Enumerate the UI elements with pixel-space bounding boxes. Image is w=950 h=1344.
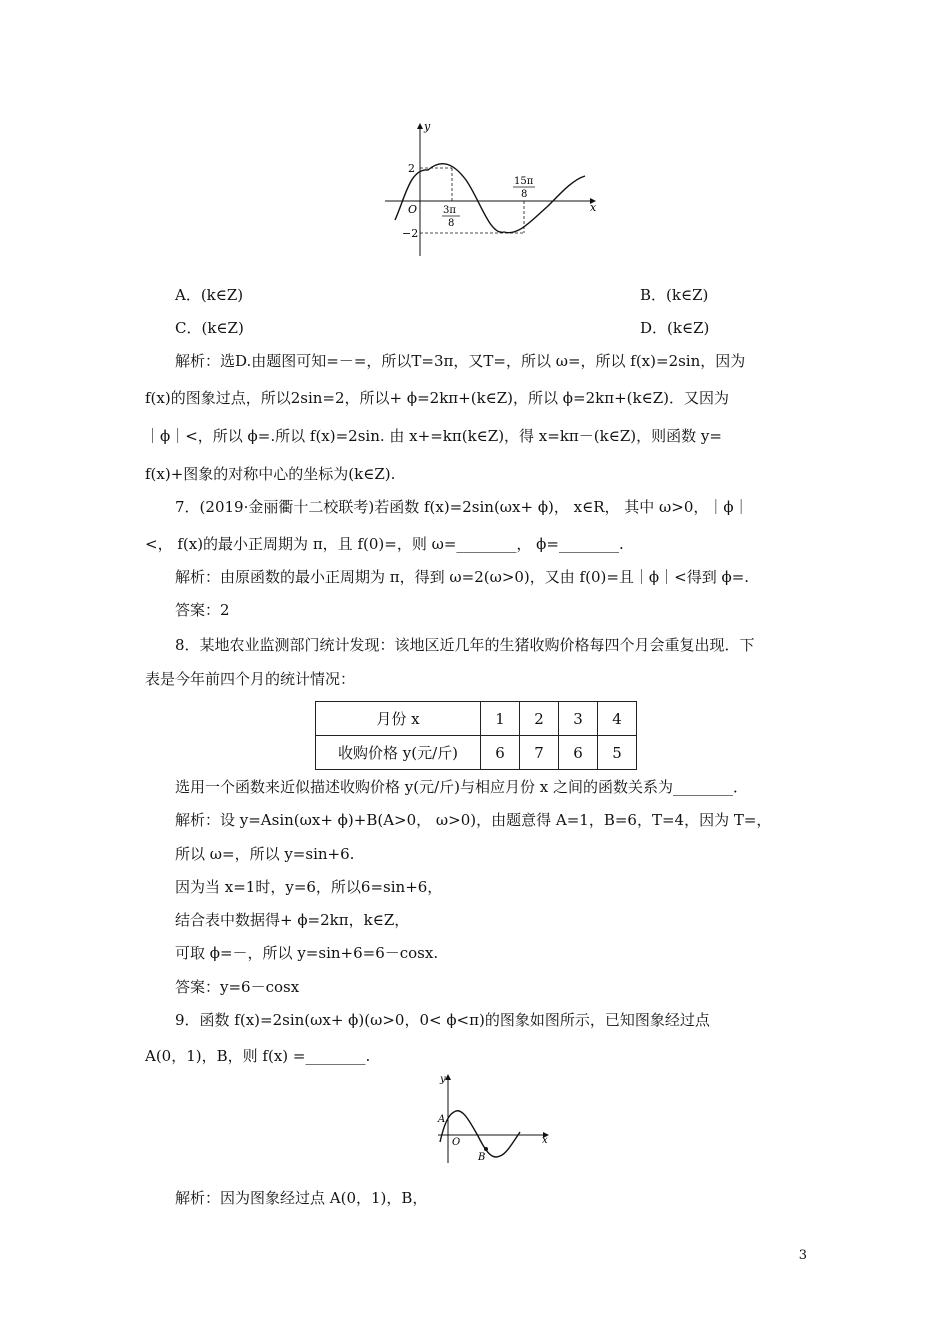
point-b-marker bbox=[484, 1147, 488, 1151]
table-cell: 5 bbox=[598, 736, 637, 770]
table-header-cell: 月份 x bbox=[316, 702, 481, 736]
y-max-label: 2 bbox=[408, 162, 415, 175]
point-b-label: B bbox=[478, 1152, 486, 1163]
table-cell: 3 bbox=[559, 702, 598, 736]
option-d: D．(k∈Z) bbox=[640, 319, 710, 337]
q9-solution: 解析：因为图象经过点 A(0，1)，B， bbox=[175, 1189, 428, 1207]
x2-denominator: 8 bbox=[521, 189, 528, 200]
q9-line: A(0，1)，B，则 f(x) =________. bbox=[145, 1047, 371, 1065]
q7-answer: 答案：2 bbox=[175, 601, 230, 619]
q6-solution-line: 解析：选D.由题图可知=－=，所以T=3π，又T=，所以 ω=，所以 f(x)=2sin，因为 bbox=[175, 352, 746, 370]
table-cell: 6 bbox=[559, 736, 598, 770]
table-row bbox=[316, 736, 637, 770]
point-a-label: A bbox=[438, 1114, 446, 1125]
sine-curve bbox=[440, 1111, 520, 1157]
q8-solution-line: 所以 ω=，所以 y=sin+6. bbox=[175, 845, 355, 863]
sine-graph-figure-2 bbox=[430, 1070, 555, 1165]
q8-solution-line: 解析：设 y=Asin(ωx+ ϕ)+B(A>0， ω>0)，由题意得 A=1，B=6，T=4，因为 T=， bbox=[175, 811, 772, 829]
origin-label: O bbox=[408, 203, 418, 216]
q7-line: <， f(x)的最小正周期为 π，且 f(0)=，则 ω=________， ϕ=________. bbox=[145, 535, 624, 553]
table-cell: 7 bbox=[520, 736, 559, 770]
table-cell: 4 bbox=[598, 702, 637, 736]
x2-numerator: 15π bbox=[514, 176, 534, 187]
q9-line: 9．函数 f(x)=2sin(ωx+ ϕ)(ω>0，0< ϕ<π)的图象如图所示，已知图象经过点 bbox=[175, 1011, 710, 1029]
table-cell: 6 bbox=[481, 736, 520, 770]
y-axis-label: y bbox=[440, 1074, 446, 1085]
origin-label: O bbox=[452, 1137, 461, 1148]
q8-answer: 答案：y=6－cosx bbox=[175, 978, 300, 996]
x-axis-label: x bbox=[542, 1135, 548, 1146]
sine-curve bbox=[395, 164, 585, 233]
y-axis-label: y bbox=[424, 120, 431, 133]
price-table bbox=[315, 701, 637, 770]
table-header-cell: 收购价格 y(元/斤) bbox=[316, 736, 481, 770]
q8-line: 8．某地农业监测部门统计发现：该地区近几年的生猪收购价格每四个月会重复出现．下 bbox=[175, 636, 755, 654]
x1-numerator: 3π bbox=[443, 205, 456, 216]
option-c: C．(k∈Z) bbox=[175, 319, 244, 337]
table-cell: 2 bbox=[520, 702, 559, 736]
q6-solution-line: f(x)的图象过点，所以2sin=2，所以+ ϕ=2kπ+(k∈Z)，所以 ϕ=2kπ+(k∈Z)．又因为 bbox=[145, 389, 729, 407]
q8-solution-line: 可取 ϕ=－，所以 y=sin+6=6－cosx. bbox=[175, 944, 439, 962]
table-cell: 1 bbox=[481, 702, 520, 736]
page-number: 3 bbox=[798, 1248, 807, 1263]
x-axis-label: x bbox=[590, 201, 597, 214]
y-min-label: −2 bbox=[402, 227, 419, 240]
sine-graph-figure-1 bbox=[380, 118, 605, 258]
q6-solution-line: f(x)+图象的对称中心的坐标为(k∈Z). bbox=[145, 465, 396, 483]
q7-line: 7．(2019·金丽衢十二校联考)若函数 f(x)=2sin(ωx+ ϕ)， x∈R， 其中 ω>0，｜ϕ｜ bbox=[175, 498, 749, 516]
option-a: A．(k∈Z) bbox=[175, 286, 244, 304]
q8-solution-line: 结合表中数据得+ ϕ=2kπ，k∈Z， bbox=[175, 911, 410, 929]
table-row bbox=[316, 702, 637, 736]
q8-solution-line: 因为当 x=1时，y=6，所以6=sin+6， bbox=[175, 878, 443, 896]
q6-solution-line: ｜ϕ｜<，所以 ϕ=.所以 f(x)=2sin. 由 x+=kπ(k∈Z)，得 x=kπ－(k∈Z)，则函数 y= bbox=[145, 427, 722, 445]
q8-after-table: 选用一个函数来近似描述收购价格 y(元/斤)与相应月份 x 之间的函数关系为________． bbox=[175, 778, 748, 796]
option-b: B．(k∈Z) bbox=[640, 286, 709, 304]
q8-line: 表是今年前四个月的统计情况： bbox=[145, 670, 356, 688]
x1-denominator: 8 bbox=[448, 218, 455, 229]
q7-solution: 解析：由原函数的最小正周期为 π，得到 ω=2(ω>0)，又由 f(0)=且｜ϕ｜<得到 ϕ=. bbox=[175, 568, 750, 586]
